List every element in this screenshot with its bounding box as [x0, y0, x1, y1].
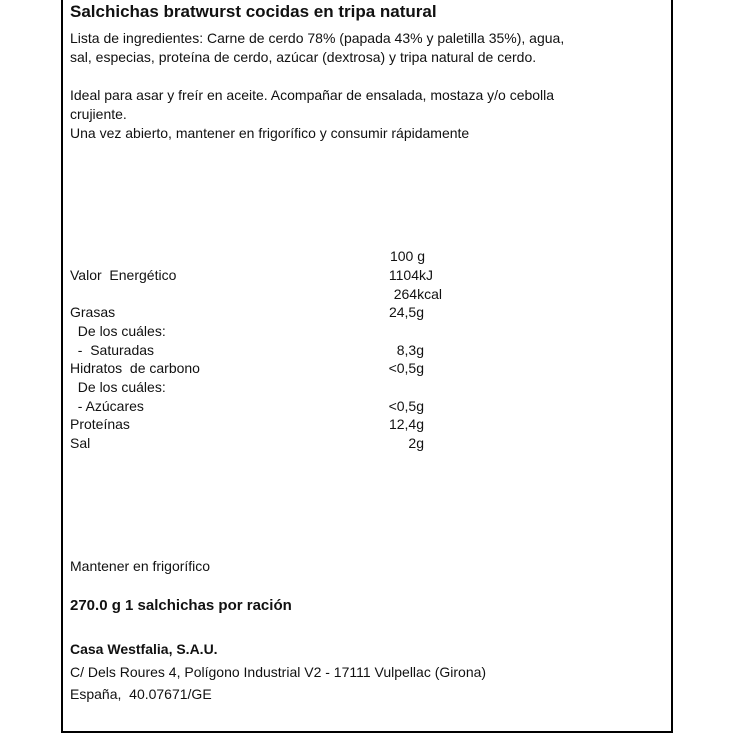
nutrition-value: 2g [408, 435, 424, 451]
nutrition-value: 8,3g [396, 342, 424, 358]
company-registry: España, 40.07671/GE [70, 686, 212, 702]
nutrition-value: 24,5g [388, 304, 424, 320]
serving-size: 270.0 g 1 salchichas por ración [70, 597, 292, 614]
nutrition-label: - Azúcares [70, 398, 144, 414]
usage-line-3: Una vez abierto, mantener en frigorífico y consumir rápidamente [70, 125, 470, 141]
product-title: Salchichas bratwurst cocidas en tripa natural [70, 2, 437, 21]
nutrition-label: Proteínas [70, 416, 130, 432]
ingredients-line-2: sal, especias, proteína de cerdo, azúcar (dextrosa) y tripa natural de cerdo. [70, 49, 537, 65]
storage-instructions: Mantener en frigorífico [70, 558, 211, 574]
nutrition-value: 1104kJ [388, 267, 433, 283]
nutrition-label: Valor Energético [70, 267, 177, 283]
nutrition-label: De los cuáles: [70, 323, 166, 339]
usage-line-2: crujiente. [70, 106, 127, 122]
nutrition-label: - Saturadas [70, 342, 155, 358]
nutrition-label: Sal [70, 435, 91, 451]
nutrition-label: De los cuáles: [70, 379, 166, 395]
nutrition-label: Grasas [70, 304, 116, 320]
nutrition-value: 264kcal [393, 286, 442, 302]
nutrition-value: 12,4g [388, 416, 424, 432]
nutrition-value: <0,5g [388, 360, 424, 376]
ingredients-line-1: Lista de ingredientes: Carne de cerdo 78% (papada 43% y paletilla 35%), agua, [70, 30, 565, 46]
nutrition-label: Hidratos de carbono [70, 360, 200, 376]
nutrition-header: 100 g [389, 248, 425, 264]
company-name: Casa Westfalia, S.A.U. [70, 641, 218, 657]
nutrition-value: <0,5g [388, 398, 424, 414]
company-address: C/ Dels Roures 4, Polígono Industrial V2 - 17111 Vulpellac (Girona) [70, 664, 487, 680]
usage-line-1: Ideal para asar y freír en aceite. Acompañar de ensalada, mostaza y/o cebolla [70, 87, 555, 103]
